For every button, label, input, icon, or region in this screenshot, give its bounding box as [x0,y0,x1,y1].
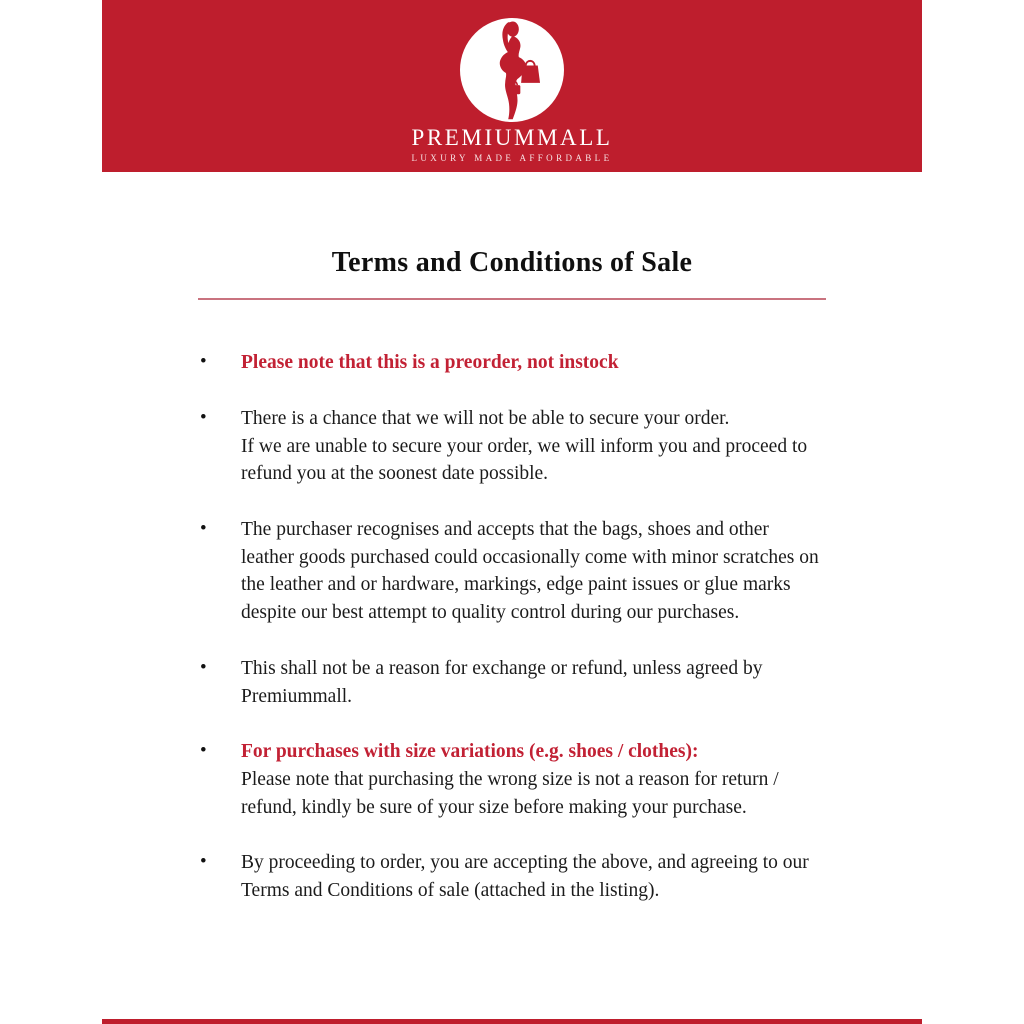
term-text [241,738,826,821]
list-item [198,655,826,710]
brand-header-band [102,0,922,172]
term-plain-text: The purchaser recognises and accepts that the bags, shoes and other leather goods purchased could occasionally come with minor scratches on the leather and or hardware, markings, edge paint issues or glue marks despite our best attempt to quality control during our purchases. [241,519,819,624]
term-text [241,516,826,627]
term-plain-text: There is a chance that we will not be able to secure your order. [241,408,730,430]
brand-tagline: LUXURY MADE AFFORDABLE [411,153,613,163]
footer-accent-bar [102,1019,922,1024]
list-item [198,516,826,627]
term-highlight-text: Please note that this is a preorder, not instock [241,352,619,374]
bullet-marker: • [200,351,207,373]
list-item [198,405,826,488]
list-item [198,349,826,377]
term-text [241,349,826,377]
document-content [198,172,826,933]
bullet-marker: • [200,656,207,678]
term-plain-text: Please note that purchasing the wrong size is not a reason for return / refund, kindly be sure of your size before making your purchase. [241,768,779,818]
term-plain-text: This shall not be a reason for exchange or refund, unless agreed by Premiummall. [241,657,763,707]
list-item [198,738,826,821]
brand-logo [460,18,564,122]
terms-list [198,349,826,904]
page-title: Terms and Conditions of Sale [331,247,693,278]
woman-with-shopping-bags-icon [474,20,550,120]
bullet-marker: • [200,407,207,429]
title-divider [198,298,826,300]
brand-name: PREMIUMMALL [411,125,613,150]
list-item [198,849,826,904]
term-text [241,405,826,488]
term-highlight-text: For purchases with size variations (e.g. shoes / clothes): [241,741,699,763]
term-plain-text: By proceeding to order, you are accepting the above, and agreeing to our Terms and Conditions of sale (attached in the listing). [241,852,809,901]
bullet-marker: • [200,851,207,873]
term-text [241,655,826,710]
bullet-marker: • [200,518,207,540]
bullet-marker: • [200,740,207,762]
term-text [241,849,826,904]
term-plain-text: If we are unable to secure your order, we will inform you and proceed to refund you at the soonest date possible. [241,435,808,485]
